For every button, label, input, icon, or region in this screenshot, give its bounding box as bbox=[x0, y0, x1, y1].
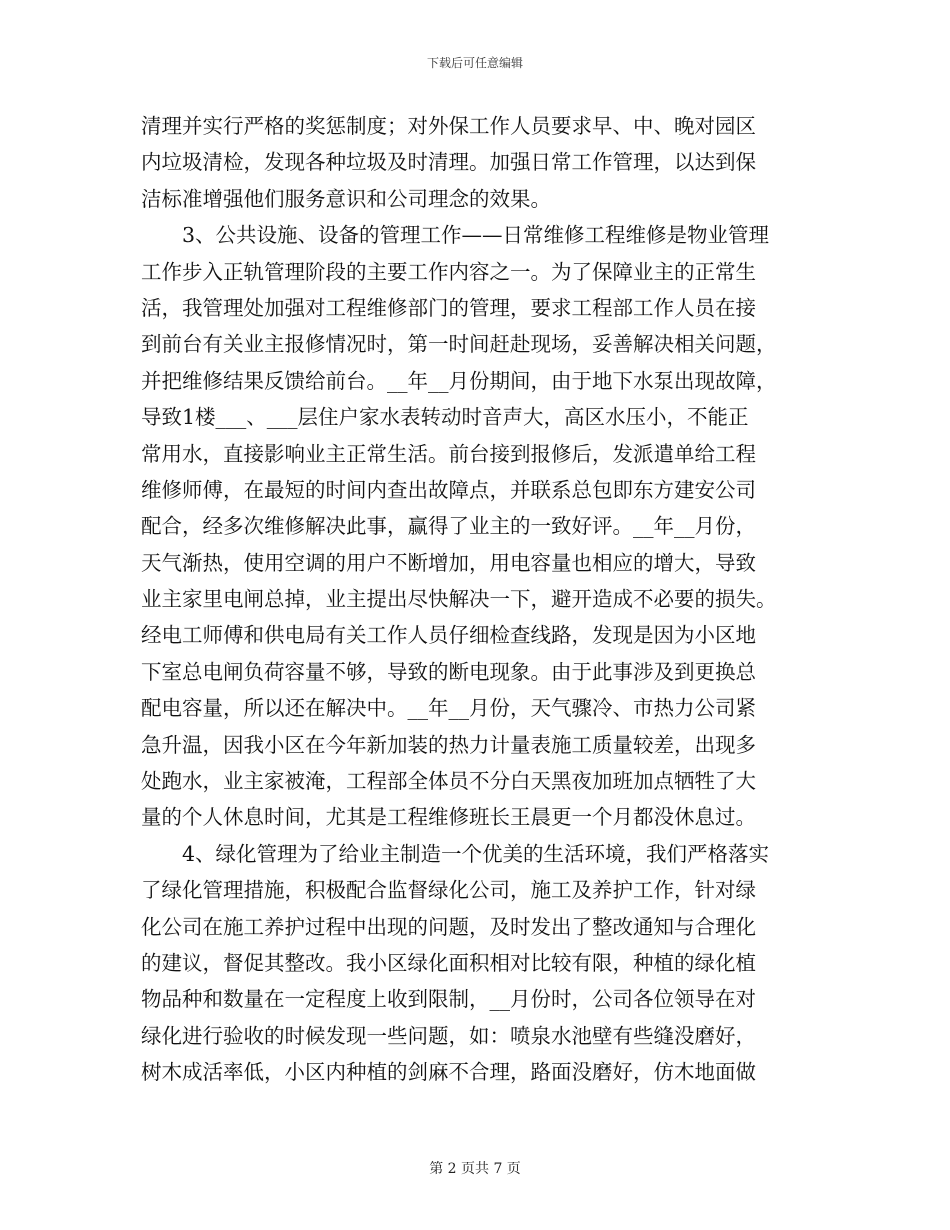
text-line: 3、公共设施、设备的管理工作——日常维修工程维修是物业管理 bbox=[141, 223, 770, 248]
page-footer: 第 2 页共 7 页 bbox=[429, 1161, 521, 1177]
text-line: 并把维修结果反馈给前台。__年__月份期间，由于地下水泵出现故障， bbox=[141, 368, 777, 393]
text-line: 维修师傅，在最短的时间内查出故障点，并联系总包即东方建安公司 bbox=[141, 477, 756, 502]
text-line: 了绿化管理措施，积极配合监督绿化公司，施工及养护工作，针对绿 bbox=[141, 878, 756, 903]
text-line: 量的个人休息时间，尤其是工程维修班长王晨更一个月都没休息过。 bbox=[141, 805, 756, 830]
text-line: 工作步入正轨管理阶段的主要工作内容之一。为了保障业主的正常生 bbox=[141, 259, 756, 284]
text-line: 导致1楼___、___层住户家水表转动时音声大，高区水压小，不能正 bbox=[141, 405, 749, 430]
text-line: 内垃圾清检，发现各种垃圾及时清理。加强日常工作管理，以达到保 bbox=[141, 150, 756, 175]
text-line: 绿化进行验收的时候发现一些问题，如：喷泉水池壁有些缝没磨好， bbox=[141, 1023, 756, 1048]
text-line: 急升温，因我小区在今年新加装的热力计量表施工质量较差，出现多 bbox=[141, 732, 756, 757]
text-line: 常用水，直接影响业主正常生活。前台接到报修后，发派遣单给工程 bbox=[141, 441, 756, 466]
body-text bbox=[141, 108, 821, 1091]
text-line: 经电工师傅和供电局有关工作人员仔细检查线路，发现是因为小区地 bbox=[141, 623, 756, 648]
text-line: 的建议，督促其整改。我小区绿化面积相对比较有限，种植的绿化植 bbox=[141, 950, 756, 975]
text-line: 活，我管理处加强对工程维修部门的管理，要求工程部工作人员在接 bbox=[141, 295, 756, 320]
text-line: 配电容量，所以还在解决中。__年__月份，天气骤冷、市热力公司紧 bbox=[141, 696, 756, 721]
text-line: 下室总电闸负荷容量不够，导致的断电现象。由于此事涉及到更换总 bbox=[141, 659, 756, 684]
text-line: 处跑水，业主家被淹，工程部全体员不分白天黑夜加班加点牺牲了大 bbox=[141, 769, 756, 794]
text-line: 物品种和数量在一定程度上收到限制，__月份时，公司各位领导在对 bbox=[141, 987, 756, 1012]
text-line: 洁标准增强他们服务意识和公司理念的效果。 bbox=[141, 186, 551, 211]
text-line: 树木成活率低，小区内种植的剑麻不合理，路面没磨好，仿木地面做 bbox=[141, 1060, 756, 1085]
text-line: 到前台有关业主报修情况时，第一时间赶赴现场，妥善解决相关问题， bbox=[141, 332, 777, 357]
text-line: 业主家里电闸总掉，业主提出尽快解决一下，避开造成不必要的损失。 bbox=[141, 587, 777, 612]
text-line: 清理并实行严格的奖惩制度；对外保工作人员要求早、中、晚对园区 bbox=[141, 114, 756, 138]
text-line: 配合，经多次维修解决此事，赢得了业主的一致好评。__年__月份， bbox=[141, 514, 756, 539]
page-header: 下载后可任意编辑 bbox=[426, 56, 523, 70]
text-line: 化公司在施工养护过程中出现的问题，及时发出了整改通知与合理化 bbox=[141, 914, 756, 939]
text-line: 天气渐热，使用空调的用户不断增加，用电容量也相应的增大，导致 bbox=[141, 550, 756, 575]
text-line: 4、绿化管理为了给业主制造一个优美的生活环境，我们严格落实 bbox=[141, 841, 770, 866]
